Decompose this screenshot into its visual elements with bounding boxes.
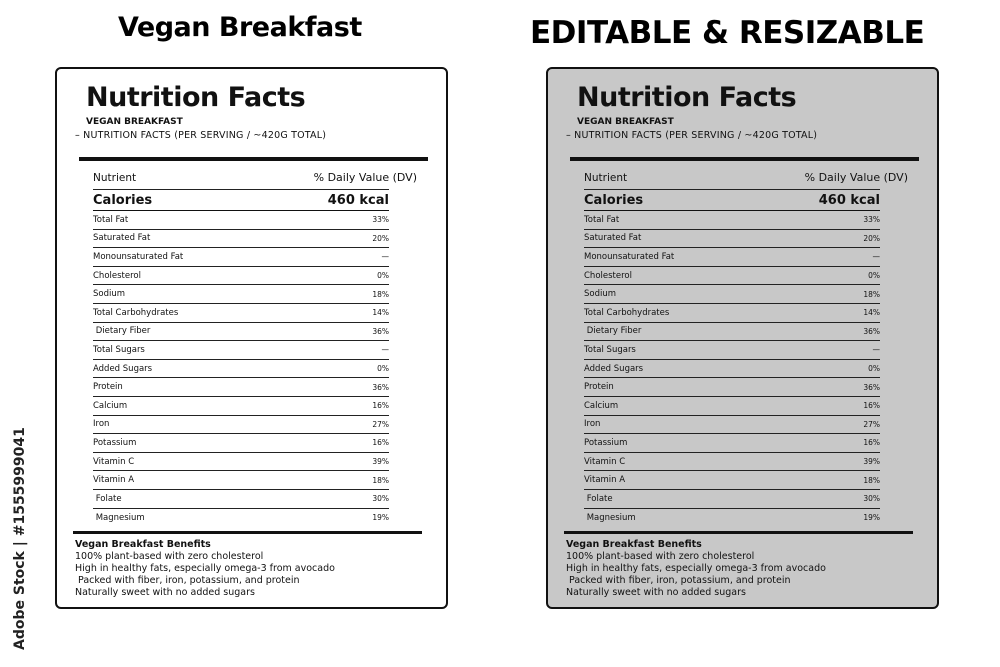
- nutrient-name: Total Carbohydrates: [93, 307, 179, 318]
- benefit-line: Naturally sweet with no added sugars: [75, 587, 255, 599]
- nutrient-row: [584, 434, 880, 453]
- benefits-section: [566, 539, 919, 599]
- nutrient-name: Cholesterol: [584, 270, 632, 281]
- nutrient-dv: 0%: [868, 271, 880, 281]
- nutrient-row: [93, 267, 389, 286]
- nutrient-name: Iron: [93, 419, 110, 430]
- nutrient-name: Folate: [584, 493, 613, 504]
- nutrient-dv: 36%: [863, 382, 880, 392]
- nutrient-row: [584, 230, 880, 249]
- nutrient-dv: 33%: [372, 215, 389, 225]
- nutrient-name: Total Carbohydrates: [584, 307, 670, 318]
- nutrient-dv: 16%: [372, 438, 389, 448]
- nutrient-row: [584, 323, 880, 342]
- benefit-line: High in healthy fats, especially omega-3 from avocado: [566, 563, 826, 575]
- nutrient-dv: 14%: [372, 308, 389, 318]
- calories-label: Calories: [93, 192, 153, 208]
- nutrient-dv: 18%: [863, 289, 880, 299]
- dv-column-header: % Daily Value (DV): [804, 171, 908, 184]
- nutrient-dv: 39%: [372, 457, 389, 467]
- nutrient-row: [93, 397, 389, 416]
- nutrient-row: [584, 360, 880, 379]
- nutrient-row: [93, 471, 389, 490]
- nutrient-row: [93, 341, 389, 360]
- nutrient-name: Calcium: [584, 400, 619, 411]
- nutrient-row: [584, 471, 880, 490]
- nutrient-row: [93, 230, 389, 249]
- nutrient-dv: 16%: [863, 438, 880, 448]
- nutrient-dv: 36%: [372, 382, 389, 392]
- benefits-title: Vegan Breakfast Benefits: [75, 539, 211, 551]
- nutrient-row: [93, 211, 389, 230]
- nutrient-name: Added Sugars: [584, 363, 644, 374]
- nutrient-dv: —: [381, 345, 389, 355]
- nutrient-row: [93, 378, 389, 397]
- calories-value: 460 kcal: [327, 192, 389, 208]
- benefit-line: Naturally sweet with no added sugars: [566, 587, 746, 599]
- top-rule: [79, 157, 428, 161]
- benefit-lines: [75, 551, 428, 599]
- dv-column-header: % Daily Value (DV): [313, 171, 417, 184]
- nutrient-name: Sodium: [584, 289, 617, 300]
- table-header: [93, 166, 417, 190]
- nutrient-dv: 39%: [863, 457, 880, 467]
- nutrient-name: Vitamin A: [584, 475, 626, 486]
- nutrition-facts-title: Nutrition Facts: [577, 82, 797, 113]
- label-subtitle: VEGAN BREAKFAST: [86, 117, 183, 127]
- nutrient-column-header: Nutrient: [93, 171, 137, 184]
- nutrient-dv: —: [872, 345, 880, 355]
- nutrient-name: Sodium: [93, 289, 126, 300]
- nutrient-rows: [584, 211, 880, 527]
- nutrient-name: Potassium: [93, 437, 137, 448]
- nutrient-name: Magnesium: [584, 512, 636, 523]
- nutrient-dv: 20%: [863, 233, 880, 243]
- nutrient-name: Folate: [93, 493, 122, 504]
- nutrient-row: [584, 211, 880, 230]
- nutrient-row: [93, 509, 389, 528]
- nutrient-name: Dietary Fiber: [93, 326, 151, 337]
- calories-label: Calories: [584, 192, 644, 208]
- nutrient-dv: 18%: [372, 289, 389, 299]
- nutrient-dv: 19%: [372, 513, 389, 523]
- nutrient-name: Monounsaturated Fat: [584, 251, 675, 262]
- nutrient-name: Iron: [584, 419, 601, 430]
- benefit-line: 100% plant-based with zero cholesterol: [566, 551, 755, 563]
- nutrient-dv: 33%: [863, 215, 880, 225]
- nutrient-name: Monounsaturated Fat: [93, 251, 184, 262]
- benefits-section: [75, 539, 428, 599]
- left-heading: Vegan Breakfast: [118, 12, 362, 43]
- nutrient-row: [93, 248, 389, 267]
- nutrient-dv: 20%: [372, 233, 389, 243]
- nutrient-row: [584, 509, 880, 528]
- nutrient-row: [584, 416, 880, 435]
- nutrient-dv: 0%: [377, 271, 389, 281]
- calories-row: [584, 190, 880, 211]
- nutrient-table: [93, 166, 417, 527]
- nutrient-row: [93, 360, 389, 379]
- nutrient-name: Protein: [584, 382, 614, 393]
- nutrient-name: Potassium: [584, 437, 628, 448]
- nutrient-dv: 18%: [372, 475, 389, 485]
- nutrient-name: Vitamin C: [93, 456, 135, 467]
- top-rule: [570, 157, 919, 161]
- nutrient-dv: —: [381, 252, 389, 262]
- nutrient-dv: 36%: [863, 326, 880, 336]
- nutrient-row: [584, 304, 880, 323]
- benefit-lines: [566, 551, 919, 599]
- nutrient-row: [93, 434, 389, 453]
- nutrient-dv: —: [872, 252, 880, 262]
- nutrient-row: [93, 453, 389, 472]
- nutrition-facts-title: Nutrition Facts: [86, 82, 306, 113]
- benefit-line: Packed with fiber, iron, potassium, and protein: [75, 575, 300, 587]
- nutrient-dv: 0%: [868, 364, 880, 374]
- nutrient-row: [93, 285, 389, 304]
- nutrient-row: [584, 378, 880, 397]
- serving-info: – NUTRITION FACTS (PER SERVING / ~420G TOTAL): [566, 130, 818, 141]
- calories-value: 460 kcal: [818, 192, 880, 208]
- nutrient-dv: 18%: [863, 475, 880, 485]
- nutrient-row: [93, 490, 389, 509]
- nutrient-name: Total Fat: [93, 214, 129, 225]
- nutrient-dv: 27%: [863, 419, 880, 429]
- nutrition-label-gray: [546, 67, 939, 609]
- nutrient-name: Saturated Fat: [93, 233, 151, 244]
- nutrient-table: [584, 166, 908, 527]
- nutrient-dv: 30%: [863, 494, 880, 504]
- nutrient-dv: 36%: [372, 326, 389, 336]
- nutrient-dv: 16%: [372, 401, 389, 411]
- nutrition-label-white: [55, 67, 448, 609]
- nutrient-name: Vitamin C: [584, 456, 626, 467]
- calories-row: [93, 190, 389, 211]
- nutrient-name: Dietary Fiber: [584, 326, 642, 337]
- bottom-rule: [73, 531, 422, 534]
- label-subtitle: VEGAN BREAKFAST: [577, 117, 674, 127]
- benefit-line: 100% plant-based with zero cholesterol: [75, 551, 264, 563]
- table-header: [584, 166, 908, 190]
- nutrient-row: [93, 323, 389, 342]
- nutrient-dv: 16%: [863, 401, 880, 411]
- nutrient-column-header: Nutrient: [584, 171, 628, 184]
- nutrient-rows: [93, 211, 389, 527]
- bottom-rule: [564, 531, 913, 534]
- nutrient-dv: 0%: [377, 364, 389, 374]
- nutrient-dv: 30%: [372, 494, 389, 504]
- right-heading: EDITABLE & RESIZABLE: [530, 15, 925, 51]
- nutrient-name: Added Sugars: [93, 363, 153, 374]
- benefits-title: Vegan Breakfast Benefits: [566, 539, 702, 551]
- benefit-line: Packed with fiber, iron, potassium, and protein: [566, 575, 791, 587]
- nutrient-name: Saturated Fat: [584, 233, 642, 244]
- nutrient-name: Vitamin A: [93, 475, 135, 486]
- benefit-line: High in healthy fats, especially omega-3 from avocado: [75, 563, 335, 575]
- nutrient-row: [584, 397, 880, 416]
- nutrient-dv: 19%: [863, 513, 880, 523]
- nutrient-name: Calcium: [93, 400, 128, 411]
- nutrient-name: Total Sugars: [584, 344, 636, 355]
- nutrient-dv: 14%: [863, 308, 880, 318]
- nutrient-row: [584, 490, 880, 509]
- nutrient-row: [93, 416, 389, 435]
- nutrient-name: Total Fat: [584, 214, 620, 225]
- nutrient-row: [584, 285, 880, 304]
- nutrient-name: Total Sugars: [93, 344, 145, 355]
- nutrient-dv: 27%: [372, 419, 389, 429]
- nutrient-row: [584, 453, 880, 472]
- nutrient-row: [584, 341, 880, 360]
- nutrient-name: Protein: [93, 382, 123, 393]
- nutrient-row: [584, 267, 880, 286]
- serving-info: – NUTRITION FACTS (PER SERVING / ~420G TOTAL): [75, 130, 327, 141]
- nutrient-row: [93, 304, 389, 323]
- stock-id-watermark: Adobe Stock | #1555999041: [12, 427, 28, 650]
- nutrient-name: Cholesterol: [93, 270, 141, 281]
- nutrient-row: [584, 248, 880, 267]
- nutrient-name: Magnesium: [93, 512, 145, 523]
